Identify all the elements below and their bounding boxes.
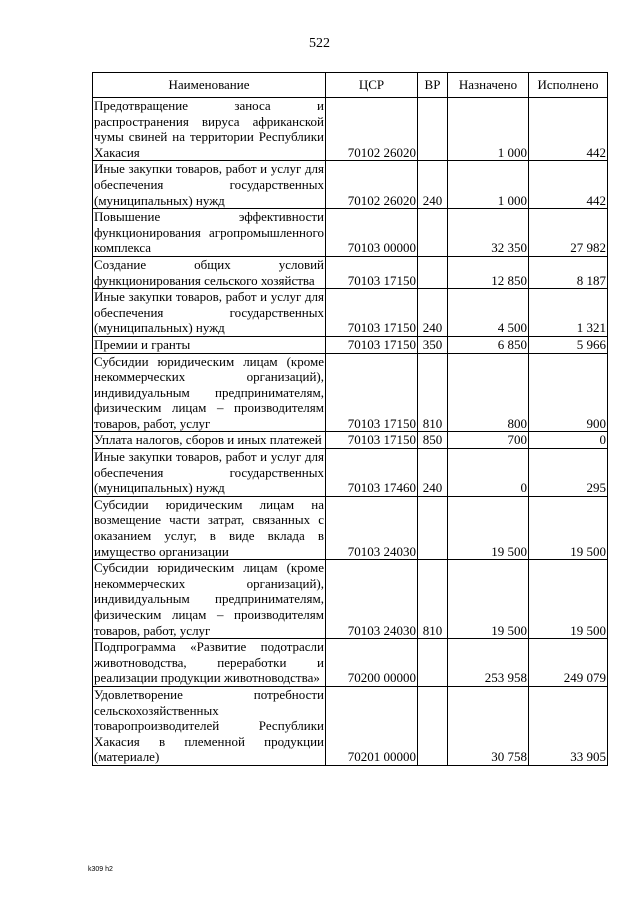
table-row bbox=[93, 686, 608, 765]
row-executed: 33 905 bbox=[529, 686, 608, 765]
row-assigned: 19 500 bbox=[448, 560, 529, 639]
row-vr bbox=[418, 496, 448, 559]
header-assigned: Назначено bbox=[448, 73, 529, 98]
row-assigned: 12 850 bbox=[448, 256, 529, 288]
row-executed: 27 982 bbox=[529, 209, 608, 257]
row-assigned: 32 350 bbox=[448, 209, 529, 257]
table-row bbox=[93, 209, 608, 257]
row-assigned: 4 500 bbox=[448, 289, 529, 337]
budget-table bbox=[92, 72, 608, 766]
row-assigned: 1 000 bbox=[448, 161, 529, 209]
row-executed: 900 bbox=[529, 353, 608, 432]
row-csr: 70103 17150 bbox=[326, 256, 418, 288]
table-row bbox=[93, 161, 608, 209]
row-csr: 70200 00000 bbox=[326, 639, 418, 687]
row-csr: 70103 17150 bbox=[326, 353, 418, 432]
row-vr bbox=[418, 209, 448, 257]
row-vr bbox=[418, 686, 448, 765]
row-executed: 0 bbox=[529, 432, 608, 449]
row-name: Удовлетворение потребности сельскохозяйственных товаропроизводителей Республики Хакасия в племенной продукции (материале) bbox=[94, 686, 324, 765]
row-name: Иные закупки товаров, работ и услуг для обеспечения государственных (муниципальных) нужд bbox=[94, 161, 324, 208]
row-csr: 70103 17150 bbox=[326, 289, 418, 337]
row-csr: 70103 24030 bbox=[326, 560, 418, 639]
row-name: Субсидии юридическим лицам (кроме некоммерческих организаций), индивидуальным предпринимателям, физическим лицам – производителям товаров, работ, услуг bbox=[94, 560, 324, 638]
row-name: Субсидии юридическим лицам (кроме некоммерческих организаций), индивидуальным предпринимателям, физическим лицам – производителям товаров, работ, услуг bbox=[94, 353, 324, 431]
row-executed: 442 bbox=[529, 98, 608, 161]
row-vr bbox=[418, 639, 448, 687]
row-assigned: 800 bbox=[448, 353, 529, 432]
table-row bbox=[93, 496, 608, 559]
row-vr: 810 bbox=[418, 560, 448, 639]
row-vr: 810 bbox=[418, 353, 448, 432]
row-name: Субсидии юридическим лицам на возмещение части затрат, связанных с оказанием услуг, в виде вклада в имущество организации bbox=[94, 496, 324, 559]
row-name: Повышение эффективности функционирования агропромышленного комплекса bbox=[94, 209, 324, 256]
table-row bbox=[93, 639, 608, 687]
table-row bbox=[93, 432, 608, 449]
page-number: 522 bbox=[309, 36, 330, 51]
header-name: Наименование bbox=[93, 73, 326, 98]
footer-code: k309 h2 bbox=[88, 866, 113, 873]
table-row bbox=[93, 449, 608, 497]
table-row bbox=[93, 289, 608, 337]
row-csr: 70103 17460 bbox=[326, 449, 418, 497]
row-vr: 240 bbox=[418, 289, 448, 337]
row-csr: 70201 00000 bbox=[326, 686, 418, 765]
row-executed: 1 321 bbox=[529, 289, 608, 337]
header-csr: ЦСР bbox=[326, 73, 418, 98]
row-executed: 5 966 bbox=[529, 336, 608, 353]
row-name: Создание общих условий функционирования сельского хозяйства bbox=[94, 256, 324, 288]
row-vr: 240 bbox=[418, 449, 448, 497]
row-name: Подпрограмма «Развитие подотрасли животноводства, переработки и реализации продукции животноводства» bbox=[94, 639, 324, 686]
row-name: Предотвращение заноса и распространения вируса африканской чумы свиней на территории Республики Хакасия bbox=[94, 98, 324, 160]
row-csr: 70103 17150 bbox=[326, 336, 418, 353]
row-assigned: 1 000 bbox=[448, 98, 529, 161]
row-vr: 850 bbox=[418, 432, 448, 449]
row-executed: 19 500 bbox=[529, 496, 608, 559]
row-name: Иные закупки товаров, работ и услуг для обеспечения государственных (муниципальных) нужд bbox=[94, 289, 324, 336]
row-assigned: 19 500 bbox=[448, 496, 529, 559]
table-row bbox=[93, 336, 608, 353]
table-row bbox=[93, 353, 608, 432]
row-name: Иные закупки товаров, работ и услуг для обеспечения государственных (муниципальных) нужд bbox=[94, 449, 324, 496]
row-csr: 70102 26020 bbox=[326, 98, 418, 161]
row-csr: 70103 24030 bbox=[326, 496, 418, 559]
row-vr: 350 bbox=[418, 336, 448, 353]
table-row bbox=[93, 256, 608, 288]
row-executed: 19 500 bbox=[529, 560, 608, 639]
row-csr: 70103 17150 bbox=[326, 432, 418, 449]
header-executed: Исполнено bbox=[529, 73, 608, 98]
table-row bbox=[93, 98, 608, 161]
row-vr: 240 bbox=[418, 161, 448, 209]
table-row bbox=[93, 560, 608, 639]
row-assigned: 700 bbox=[448, 432, 529, 449]
row-csr: 70103 00000 bbox=[326, 209, 418, 257]
row-assigned: 30 758 bbox=[448, 686, 529, 765]
row-name: Уплата налогов, сборов и иных платежей bbox=[93, 432, 326, 449]
row-executed: 295 bbox=[529, 449, 608, 497]
row-executed: 249 079 bbox=[529, 639, 608, 687]
row-executed: 442 bbox=[529, 161, 608, 209]
row-assigned: 0 bbox=[448, 449, 529, 497]
row-vr bbox=[418, 256, 448, 288]
header-vr: ВР bbox=[418, 73, 448, 98]
row-csr: 70102 26020 bbox=[326, 161, 418, 209]
row-assigned: 6 850 bbox=[448, 336, 529, 353]
row-executed: 8 187 bbox=[529, 256, 608, 288]
row-vr bbox=[418, 98, 448, 161]
table-header-row bbox=[93, 73, 608, 98]
row-assigned: 253 958 bbox=[448, 639, 529, 687]
row-name: Премии и гранты bbox=[93, 336, 326, 353]
